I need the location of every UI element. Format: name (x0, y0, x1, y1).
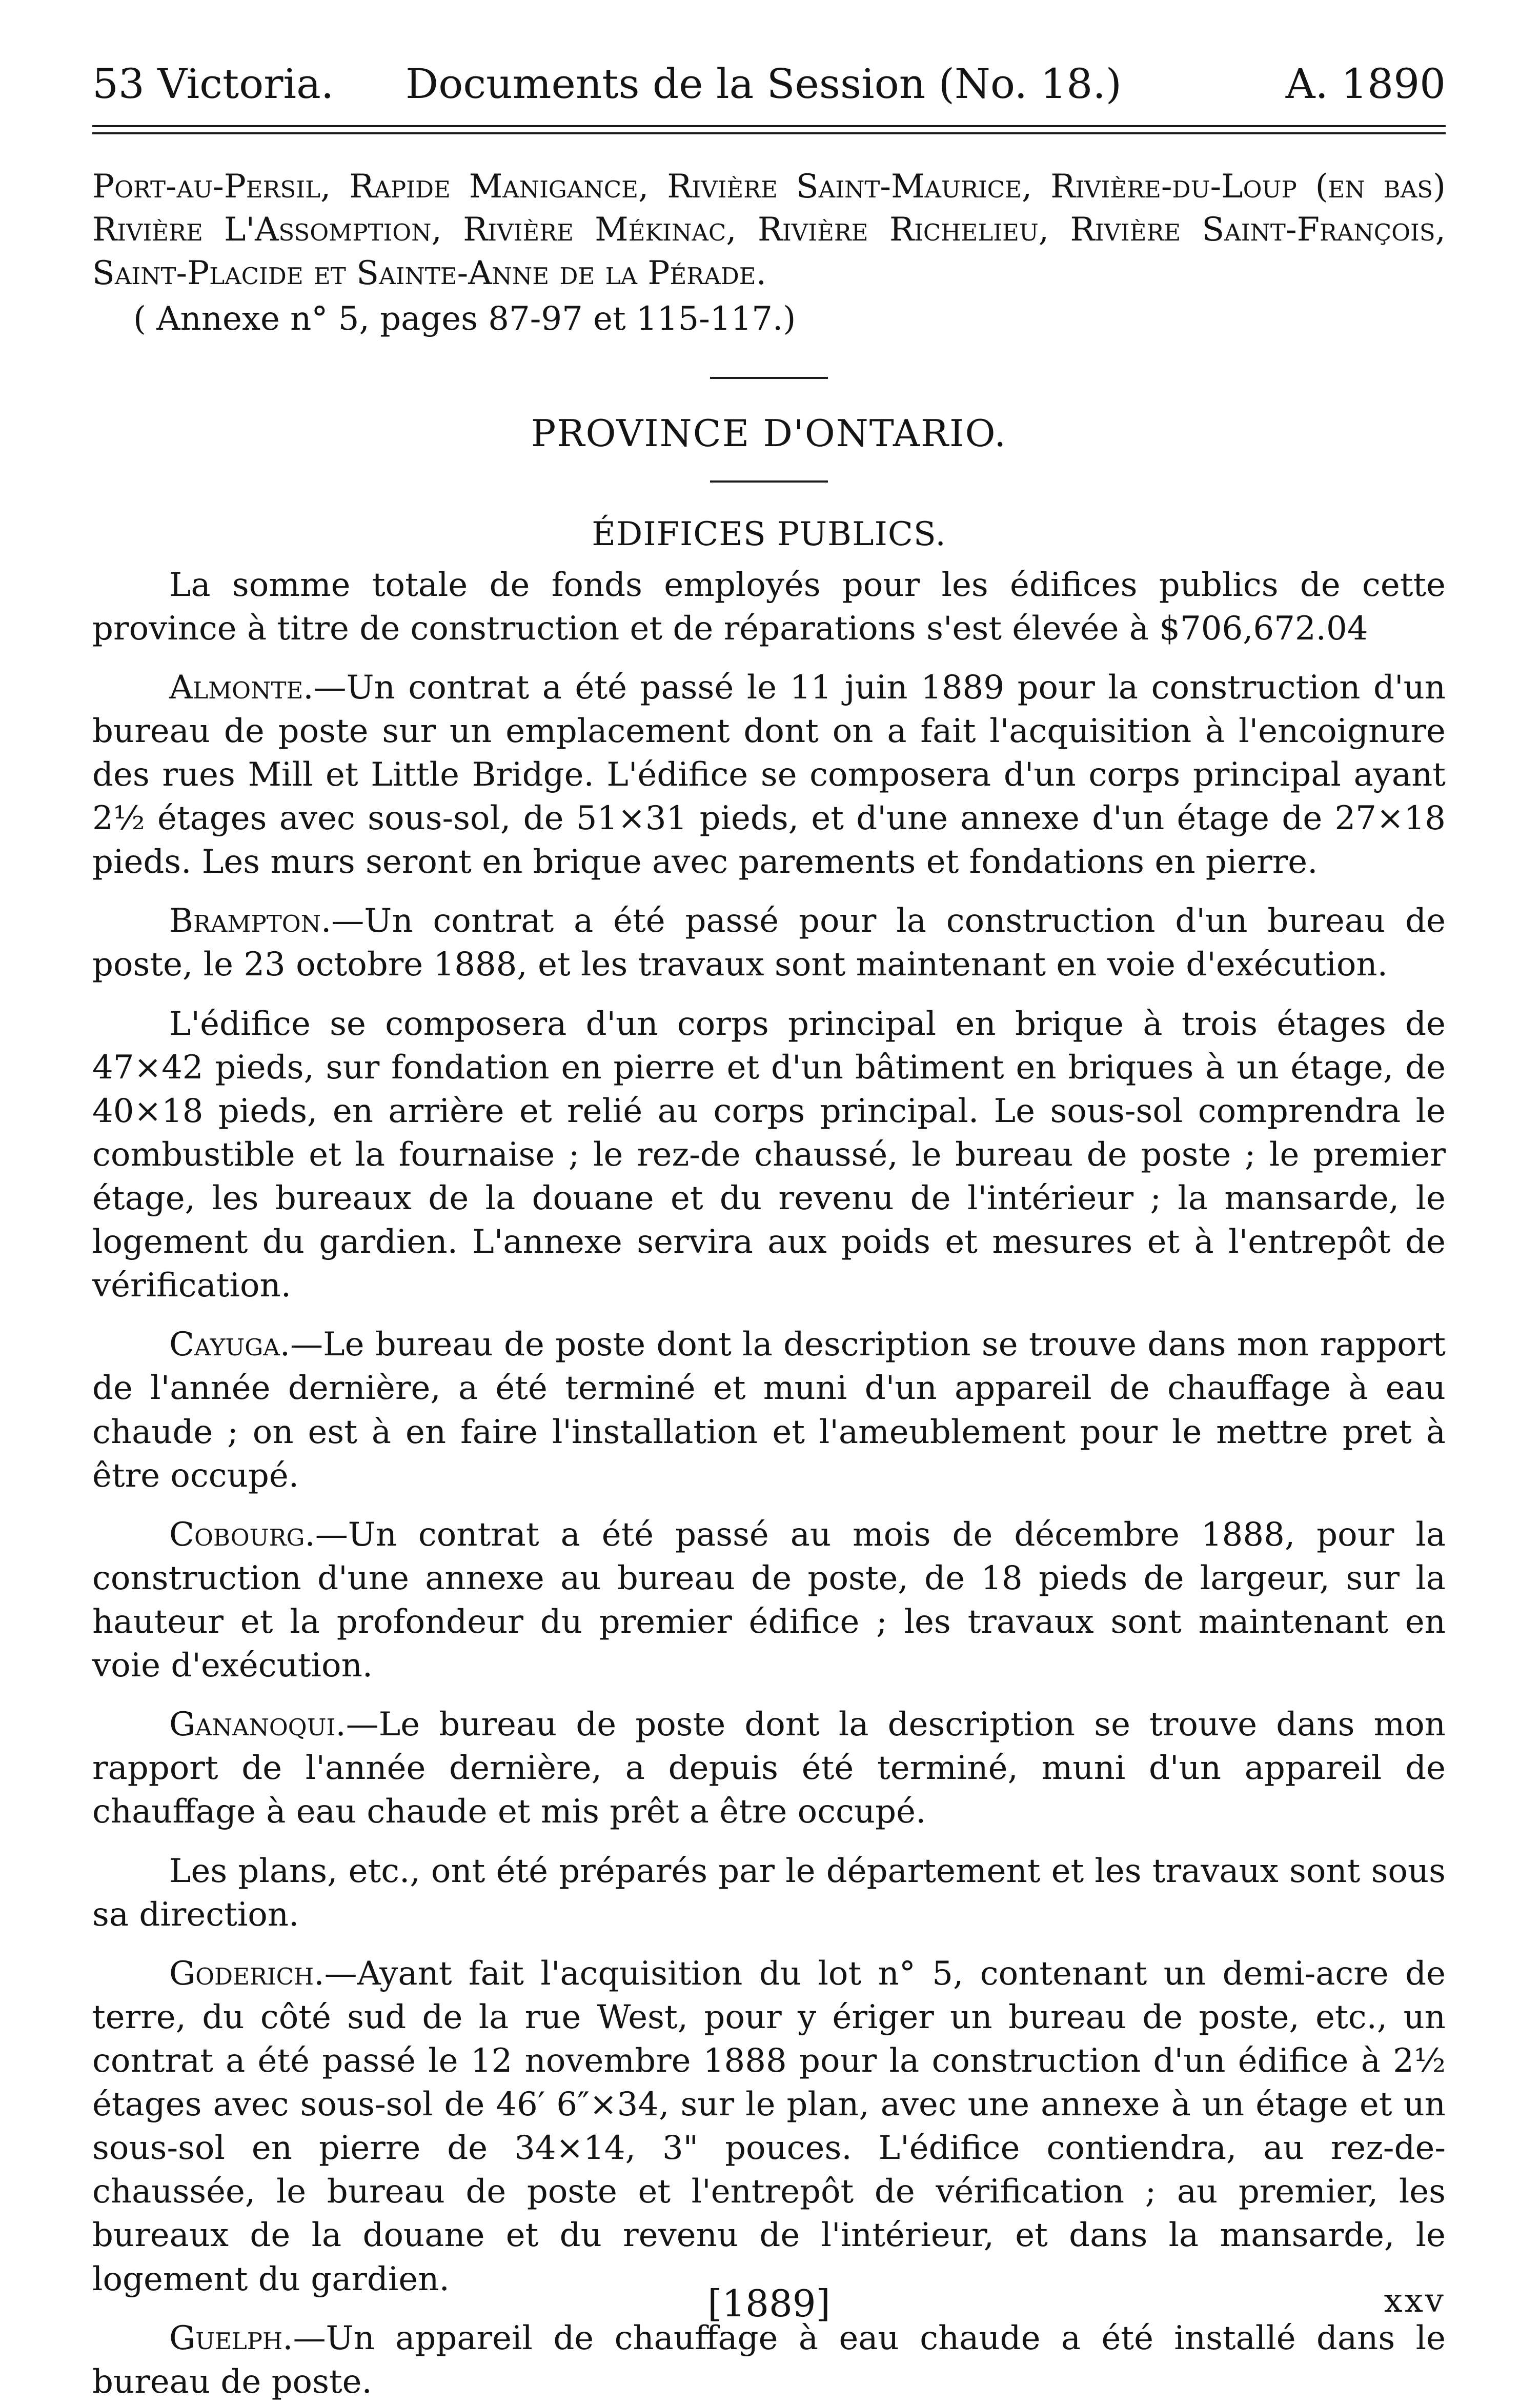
paragraph-goderich: Goderich.—Ayant fait l'acquisition du lot n° 5, contenant un demi-acre de terre, du côté sud de la rue West, pour y ériger un bureau de poste, etc., un contrat a été passé le 12 novembre 1888 pour la construction d'un édifice à 2½ étages avec sous-sol de 46′ 6″×34, sur le plan, avec une annexe à un étage et un sous-sol en pierre de 34×14, 3" pouces. L'édifice contiendra, au rez-de-chaussée, le bureau de poste et l'entrepôt de vérification ; au premier, les bureaux de la douane et du revenu de l'intérieur, et dans la mansarde, le logement du gardien. (92, 1954, 1446, 2298)
paragraph-gananoqui: Gananoqui.—Le bureau de poste dont la description se trouve dans mon rapport de l'année dernière, a depuis été terminé, muni d'un appareil de chauffage à eau chaude et mis prêt a être occupé. (92, 1706, 1446, 1831)
entry-lead: Brampton. (169, 902, 332, 940)
paragraph-brampton: Brampton.—Un contrat a été passé pour la construction d'un bureau de poste, le 23 octobre 1888, et les travaux sont maintenant en voie d'exécution. (92, 902, 1446, 984)
section-title: ÉDIFICES PUBLICS. (592, 515, 946, 553)
province-title: PROVINCE D'ONTARIO. (531, 411, 1007, 455)
document-page (92, 60, 1446, 2401)
paragraph-brampton-detail: L'édifice se composera d'un corps principal en brique à trois étages de 47×42 pieds, sur fondation en pierre et d'un bâtiment en briques à un étage, de 40×18 pieds, en arrière et relié au corps principal. Le sous-sol comprendra le combustible et la fournaise ; le rez-de chaussé, le bureau de poste ; le premier étage, les bureaux de la douane et du revenu de l'intérieur ; la mansarde, le logement du gardien. L'annexe servira aux poids et mesures et à l'entrepôt de vérification. (92, 1005, 1446, 1305)
page-number: xxv (1384, 2282, 1446, 2320)
paragraph-cobourg: Cobourg.—Un contrat a été passé au mois de décembre 1888, pour la construction d'une annexe au bureau de poste, de 18 pieds de largeur, sur la hauteur et la profondeur du premier édifice ; les travaux sont maintenant en voie d'exécution. (92, 1515, 1446, 1685)
section-rule-2 (710, 480, 828, 483)
entry-lead: Almonte. (169, 668, 314, 707)
locations-list (92, 165, 1446, 295)
annex-reference: ( Annexe n° 5, pages 87-97 et 115-117.) (133, 300, 796, 338)
entry-lead: Gananoqui. (169, 1706, 346, 1744)
footer-year: [1889] (707, 2282, 830, 2325)
page-header (92, 62, 1446, 107)
entry-lead: Cayuga. (169, 1326, 291, 1364)
entry-lead: Guelph. (169, 2319, 293, 2357)
header-double-rule (92, 125, 1446, 134)
header-center: Documents de la Session (No. 18.) (406, 60, 1122, 108)
header-right: A. 1890 (1285, 60, 1446, 108)
paragraph-guelph: Guelph.—Un appareil de chauffage à eau chaude a été installé dans le bureau de poste. (92, 2319, 1446, 2401)
paragraph-total: La somme totale de fonds employés pour les édifices publics de cette province à titre de construction et de réparations s'est élevée à $706,672.04 (92, 566, 1446, 648)
locations-text: Port-au-Persil, Rapide Manigance, Rivière Saint-Maurice, Rivière-du-Loup (en bas) Rivière L'Assomption, Rivière Mékinac, Rivière Richelieu, Rivière Saint-François, Saint-Placide et Sainte-Anne de la Pérade. (92, 168, 1446, 292)
entry-lead: Cobourg. (169, 1515, 315, 1554)
section-rule-1 (710, 377, 828, 379)
paragraph-plans: Les plans, etc., ont été préparés par le département et les travaux sont sous sa direction. (92, 1852, 1446, 1934)
paragraph-cayuga: Cayuga.—Le bureau de poste dont la description se trouve dans mon rapport de l'année dernière, a été terminé et muni d'un appareil de chauffage à eau chaude ; on est à en faire l'installation et l'ameublement pour le mettre pret à être occupé. (92, 1326, 1446, 1495)
entry-lead: Goderich. (169, 1954, 325, 1993)
header-left: 53 Victoria. (92, 60, 334, 108)
paragraph-almonte: Almonte.—Un contrat a été passé le 11 juin 1889 pour la construction d'un bureau de poste sur un emplacement dont on a fait l'acquisition à l'encoignure des rues Mill et Little Bridge. L'édifice se composera d'un corps principal ayant 2½ étages avec sous-sol, de 51×31 pieds, et d'une annexe d'un étage de 27×18 pieds. Les murs seront en brique avec parements et fondations en pierre. (92, 668, 1446, 882)
